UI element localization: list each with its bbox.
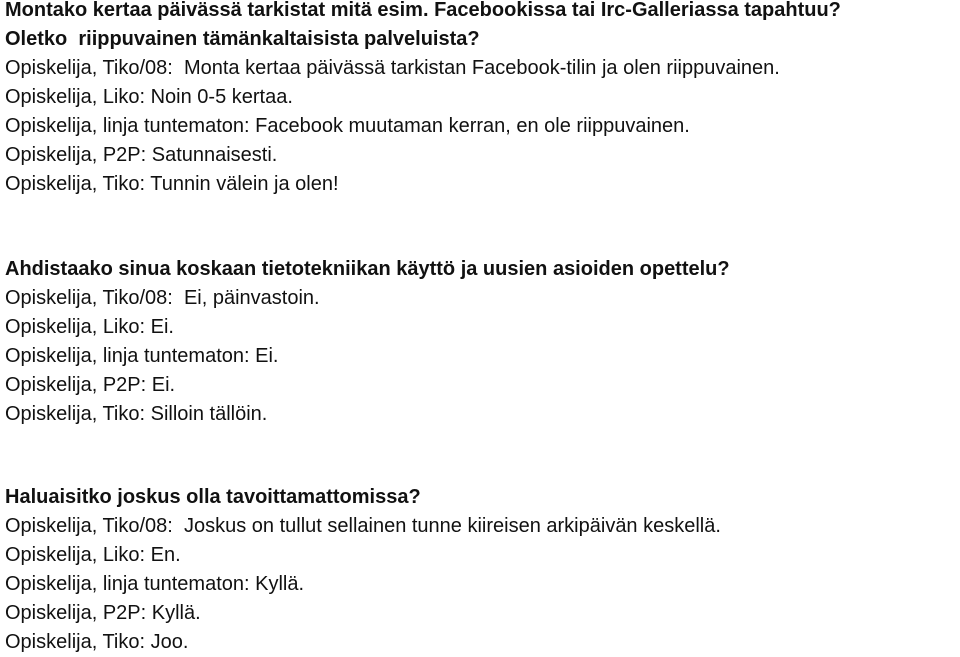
question-line: Haluaisitko joskus olla tavoittamattomissa? (5, 486, 421, 508)
answer-line: Opiskelija, Liko: Ei. (5, 316, 174, 338)
answer-line: Opiskelija, Tiko: Tunnin välein ja olen! (5, 173, 339, 195)
question-line: Montako kertaa päivässä tarkistat mitä esim. Facebookissa tai Irc-Galleriassa tapahtuu? (5, 0, 841, 21)
answer-line: Opiskelija, Liko: Noin 0-5 kertaa. (5, 86, 293, 108)
answer-line: Opiskelija, Liko: En. (5, 544, 181, 566)
question-line: Ahdistaako sinua koskaan tietotekniikan käyttö ja uusien asioiden opettelu? (5, 258, 730, 280)
answer-line: Opiskelija, linja tuntematon: Kyllä. (5, 573, 305, 595)
answer-line: Opiskelija, P2P: Ei. (5, 374, 176, 396)
answer-line: Opiskelija, P2P: Satunnaisesti. (5, 144, 278, 166)
answer-line: Opiskelija, linja tuntematon: Facebook muutaman kerran, en ole riippuvainen. (5, 115, 690, 137)
question-section-2 (5, 255, 730, 429)
answer-line: Opiskelija, P2P: Kyllä. (5, 602, 201, 624)
question-section-3 (5, 483, 721, 657)
answer-line: Opiskelija, Tiko: Silloin tällöin. (5, 403, 268, 425)
answer-line: Opiskelija, Tiko: Joo. (5, 631, 189, 653)
answer-line: Opiskelija, linja tuntematon: Ei. (5, 345, 279, 367)
answer-line: Opiskelija, Tiko/08: Ei, päinvastoin. (5, 287, 320, 309)
answer-line: Opiskelija, Tiko/08: Joskus on tullut sellainen tunne kiireisen arkipäivän keskellä. (5, 515, 721, 537)
question-section-1 (5, 0, 841, 199)
question-line: Oletko riippuvainen tämänkaltaisista palveluista? (5, 28, 480, 50)
answer-line: Opiskelija, Tiko/08: Monta kertaa päivässä tarkistan Facebook-tilin ja olen riippuvainen. (5, 57, 780, 79)
